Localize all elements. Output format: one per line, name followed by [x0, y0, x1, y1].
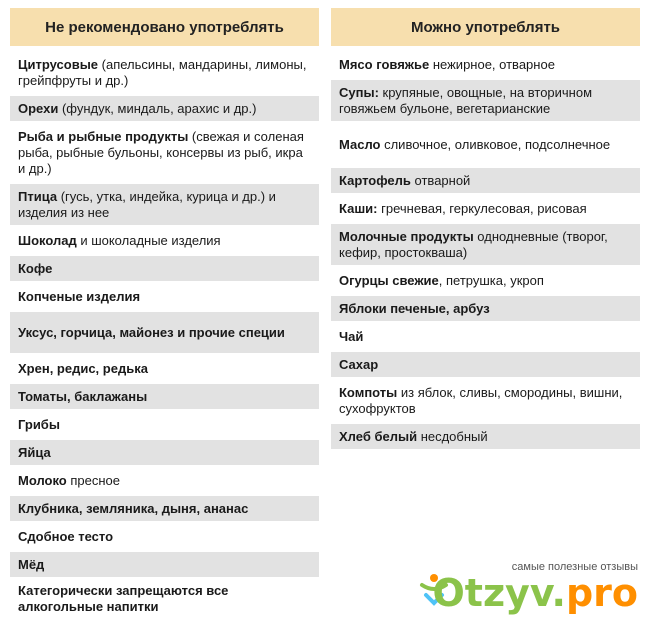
otzyv-watermark — [412, 561, 642, 613]
list-item — [10, 468, 319, 496]
list-item — [10, 384, 319, 412]
list-item — [331, 196, 640, 224]
list-item — [10, 312, 319, 356]
not-recommended-list — [10, 52, 319, 620]
list-item — [10, 580, 319, 620]
list-item-text: Категорически запрещаются все алкогольные напитки — [18, 582, 229, 614]
list-item-text: Картофель отварной — [339, 172, 471, 188]
list-item — [10, 52, 319, 96]
list-item — [10, 524, 319, 552]
list-item-text: Шоколад и шоколадные изделия — [18, 232, 221, 248]
not-recommended-column — [10, 8, 319, 620]
list-item-text: Молочные продукты однодневные (творог, кефир, простокваша) — [339, 228, 608, 260]
watermark-caption: самые полезные отзывы — [511, 561, 638, 573]
list-item — [10, 124, 319, 184]
list-item — [331, 80, 640, 124]
list-item-text: Томаты, баклажаны — [18, 388, 148, 404]
list-item — [331, 424, 640, 452]
list-item-text: Мёд — [18, 556, 45, 572]
list-item-text: Копченые изделия — [18, 288, 141, 304]
list-item — [331, 380, 640, 424]
list-item — [10, 184, 319, 228]
list-item-text: Грибы — [18, 416, 60, 432]
list-item — [331, 124, 640, 168]
list-item-text: Каши: гречневая, геркулесовая, рисовая — [339, 200, 587, 216]
list-item — [331, 352, 640, 380]
list-item — [331, 168, 640, 196]
not-recommended-header: Не рекомендовано употреблять — [10, 8, 319, 46]
list-item-text: Молоко пресное — [18, 472, 121, 488]
list-item-text: Клубника, земляника, дыня, ананас — [18, 500, 249, 516]
list-item-text: Хлеб белый несдобный — [339, 428, 488, 444]
list-item-text: Чай — [339, 328, 364, 344]
list-item-text: Уксус, горчица, майонез и прочие специи — [18, 324, 285, 340]
list-item — [331, 296, 640, 324]
list-item — [10, 356, 319, 384]
allowed-column — [331, 8, 640, 452]
list-item — [331, 324, 640, 352]
allowed-list — [331, 52, 640, 452]
list-item-text: Орехи (фундук, миндаль, арахис и др.) — [18, 100, 257, 116]
list-item-text: Кофе — [18, 260, 53, 276]
list-item — [10, 228, 319, 256]
list-item-text: Рыба и рыбные продукты (свежая и соленая рыба, рыбные бульоны, консервы из рыб, икра и др.) — [18, 128, 304, 176]
list-item — [331, 224, 640, 268]
list-item — [10, 284, 319, 312]
list-item-text: Цитрусовые (апельсины, мандарины, лимоны, грейпфруты и др.) — [18, 56, 307, 88]
list-item-text: Масло сливочное, оливковое, подсолнечное — [339, 136, 611, 152]
list-item-text: Хрен, редис, редька — [18, 360, 148, 376]
list-item-text: Компоты из яблок, сливы, смородины, вишни, сухофруктов — [339, 384, 623, 416]
list-item — [10, 412, 319, 440]
list-item — [10, 552, 319, 580]
list-item-text: Сдобное тесто — [18, 528, 114, 544]
allowed-header: Можно употреблять — [331, 8, 640, 46]
list-item — [331, 52, 640, 80]
list-item-text: Супы: крупяные, овощные, на вторичном говяжьем бульоне, вегетарианские — [339, 84, 593, 116]
list-item-text: Огурцы свежие, петрушка, укроп — [339, 272, 544, 288]
list-item — [10, 440, 319, 468]
list-item-text: Мясо говяжье нежирное, отварное — [339, 56, 555, 72]
list-item-text: Яйца — [18, 444, 51, 460]
list-item-text: Птица (гусь, утка, индейка, курица и др.) и изделия из нее — [18, 188, 276, 220]
list-item — [10, 96, 319, 124]
list-item — [10, 496, 319, 524]
list-item-text: Яблоки печеные, арбуз — [339, 300, 490, 316]
list-item — [10, 256, 319, 284]
list-item — [331, 268, 640, 296]
watermark-logo-text: Otzyv.pro — [432, 571, 638, 615]
list-item-text: Сахар — [339, 356, 379, 372]
